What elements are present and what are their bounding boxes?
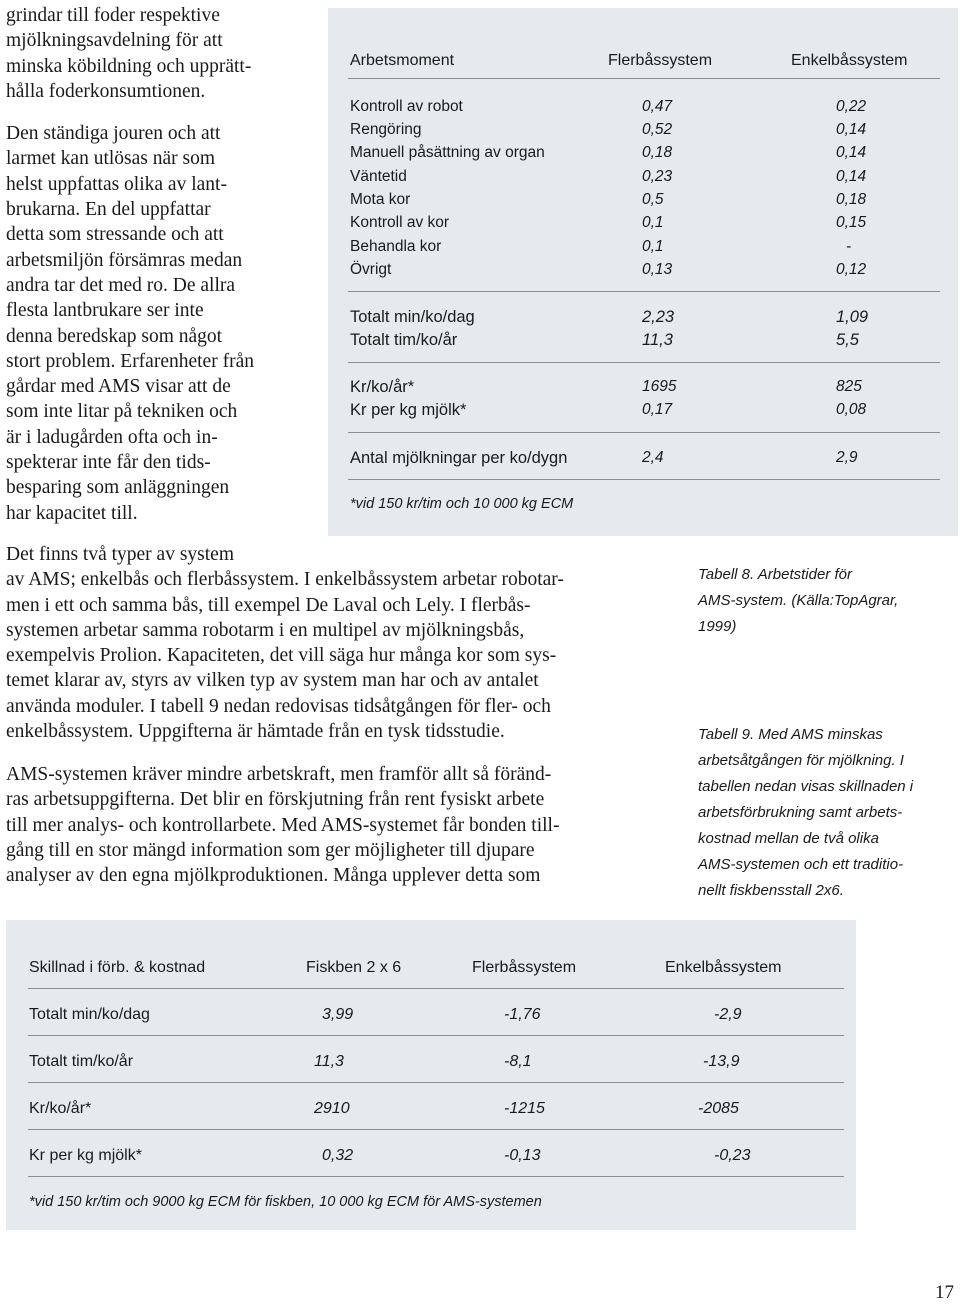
body-paragraph [6, 762, 559, 888]
table-header: Arbetsmoment [350, 52, 455, 69]
text-line: gång till en stor mängd information som ger möjligheter till djupare [6, 839, 535, 861]
text-line: hålla foderkonsumtionen. [6, 80, 206, 102]
caption-line: Tabell 8. Arbetstider för [698, 566, 852, 583]
table-cell: 2,4 [642, 449, 664, 466]
text-line: denna beredskap som något [6, 325, 223, 347]
table-9 [6, 920, 856, 1230]
caption-line: nellt fiskbensstall 2x6. [698, 882, 844, 899]
row-label: Antal mjölkningar per ko/dygn [350, 449, 568, 467]
text-line: Det finns två typer av system [6, 544, 234, 565]
table-8 [328, 8, 958, 536]
text-line: gårdar med AMS visar att de [6, 376, 231, 398]
divider [348, 291, 940, 292]
text-line: grindar till foder respektive [6, 5, 220, 26]
table-header: Enkelbåssystem [791, 52, 908, 69]
table-cell: 1695 [642, 378, 677, 395]
text-line: Den ständiga jouren och att [6, 123, 221, 145]
row-label: Övrigt [350, 261, 392, 278]
text-line: spekterar inte får den tids- [6, 452, 211, 474]
row-label: Totalt min/ko/dag [350, 308, 475, 326]
divider [28, 1176, 844, 1177]
table-cell: 0,23 [642, 168, 673, 185]
caption-line: tabellen nedan visas skillnaden i [698, 778, 914, 795]
row-label: Manuell påsättning av organ [350, 144, 545, 161]
divider [348, 479, 940, 480]
caption-line: arbetsförbrukning samt arbets- [698, 804, 903, 821]
table-cell: 0,18 [836, 191, 867, 208]
text-line: stort problem. Erfarenheter från [6, 350, 254, 372]
caption-table-9 [698, 722, 913, 904]
divider [348, 432, 940, 433]
divider [348, 78, 940, 79]
row-label: Kr/ko/år* [350, 378, 415, 396]
table-cell: -1215 [504, 1100, 545, 1117]
text-line: andra tar det med ro. De allra [6, 274, 236, 296]
table-header: Flerbåssystem [608, 52, 713, 69]
table-cell: 2910 [314, 1100, 350, 1117]
table-cell: 5,5 [836, 331, 859, 349]
table-cell: 0,08 [836, 401, 867, 418]
body-paragraph [6, 542, 564, 744]
text-line: minska köbildning och upprätt- [6, 55, 252, 77]
text-line: har kapacitet till. [6, 502, 138, 524]
table-cell: 0,1 [642, 238, 664, 255]
table-cell: -13,9 [703, 1053, 740, 1070]
table-cell: -8,1 [504, 1053, 532, 1070]
footnote: *vid 150 kr/tim och 10 000 kg ECM [350, 496, 574, 512]
table-cell: 0,14 [836, 144, 867, 161]
row-label: Kontroll av kor [350, 214, 450, 231]
text-line: exempelvis Prolion. Kapaciteten, det vill säga hur många kor som sys- [6, 645, 557, 667]
caption-line: 1999) [698, 618, 737, 635]
table-cell: 0,18 [642, 144, 673, 161]
row-label: Kontroll av robot [350, 98, 463, 115]
table-cell: 3,99 [322, 1006, 354, 1023]
text-line [6, 104, 254, 121]
table-cell: -2085 [698, 1100, 739, 1117]
table-cell: 0,14 [836, 121, 867, 138]
caption-table-8 [698, 562, 898, 640]
text-line: flesta lantbrukare ser inte [6, 300, 204, 322]
row-label: Kr/ko/år* [29, 1100, 92, 1117]
caption-line: kostnad mellan de två olika [698, 830, 879, 847]
table-header: Flerbåssystem [472, 959, 577, 976]
table-cell: 0,52 [642, 121, 673, 138]
text-line: analyser av den egna mjölkproduktionen. Många upplever detta som [6, 865, 541, 887]
text-line: AMS-systemen kräver mindre arbetskraft, men framför allt så föränd- [6, 764, 552, 785]
divider [348, 362, 940, 363]
row-label: Behandla kor [350, 238, 442, 255]
text-line: är i ladugården ofta och in- [6, 426, 218, 448]
text-line: arbetsmiljön försämras medan [6, 249, 243, 271]
table-cell: -0,13 [504, 1147, 541, 1164]
text-line: brukarna. En del uppfattar [6, 199, 211, 221]
table-cell: 2,9 [836, 449, 858, 466]
text-line: helst uppfattas olika av lant- [6, 173, 227, 195]
caption-line: arbetsåtgången för mjölkning. I [698, 752, 904, 769]
row-label: Totalt min/ko/dag [29, 1006, 150, 1023]
text-line: mjölkningsavdelning för att [6, 30, 223, 52]
table-cell: 0,5 [642, 191, 664, 208]
table-cell: 2,23 [642, 308, 675, 326]
caption-line: Tabell 9. Med AMS minskas [698, 726, 883, 743]
table-cell: 0,47 [642, 98, 673, 115]
text-line: använda moduler. I tabell 9 nedan redovisas tidsåtgången för fler- och [6, 695, 551, 717]
text-line: temet klarar av, styrs av vilken typ av system man har och av antalet [6, 670, 539, 692]
table-cell: 0,22 [836, 98, 867, 115]
footnote: *vid 150 kr/tim och 9000 kg ECM för fiskben, 10 000 kg ECM för AMS-systemen [29, 1194, 542, 1210]
row-label: Rengöring [350, 121, 422, 138]
table-cell: 0,1 [642, 214, 664, 231]
table-cell: 0,32 [322, 1147, 354, 1164]
row-label: Kr per kg mjölk* [29, 1147, 142, 1164]
text-line: detta som stressande och att [6, 224, 224, 246]
text-line: ras arbetsuppgifterna. Det blir en förskjutning från rent fysiskt arbete [6, 789, 545, 811]
table-cell: - [846, 238, 852, 255]
divider [28, 1082, 844, 1083]
table-cell: -0,23 [714, 1147, 751, 1164]
row-label: Totalt tim/ko/år [29, 1053, 134, 1070]
text-line: systemen arbetar samma robotarm i en multipel av mjölkningsbås, [6, 619, 525, 641]
text-line: av AMS; enkelbås och flerbåssystem. I enkelbåssystem arbetar robotar- [6, 569, 564, 591]
left-column-text [6, 3, 254, 526]
caption-line: AMS-system. (Källa:TopAgrar, [698, 592, 899, 609]
table-cell: -1,76 [504, 1006, 541, 1023]
row-label: Mota kor [350, 191, 411, 208]
text-line: som inte litar på tekniken och [6, 401, 238, 423]
text-line: larmet kan utlösas när som [6, 148, 216, 170]
table-cell: 0,12 [836, 261, 867, 278]
text-line: enkelbåssystem. Uppgifterna är hämtade från en tysk tidsstudie. [6, 721, 505, 743]
table-cell: 0,13 [642, 261, 673, 278]
table-cell: 825 [836, 378, 862, 395]
text-line: till mer analys- och kontrollarbete. Med AMS-systemet får bonden till- [6, 814, 560, 836]
row-label: Totalt tim/ko/år [350, 331, 458, 349]
text-line: besparing som anläggningen [6, 477, 230, 499]
table-cell: 0,14 [836, 168, 867, 185]
table-cell: 1,09 [836, 308, 869, 326]
row-label: Kr per kg mjölk* [350, 401, 467, 419]
table-cell: 11,3 [642, 331, 673, 349]
table-cell: -2,9 [714, 1006, 742, 1023]
divider [28, 988, 844, 989]
caption-line: AMS-systemen och ett traditio- [698, 856, 904, 873]
text-line: men i ett och samma bås, till exempel De Laval och Lely. I flerbås- [6, 594, 531, 616]
divider [28, 1035, 844, 1036]
table-cell: 0,17 [642, 401, 673, 418]
divider [28, 1129, 844, 1130]
table-header: Enkelbåssystem [665, 959, 782, 976]
page-number: 17 [935, 1282, 954, 1303]
table-header: Skillnad i förb. & kostnad [29, 959, 206, 976]
table-cell: 0,15 [836, 214, 867, 231]
row-label: Väntetid [350, 168, 407, 185]
table-header: Fiskben 2 x 6 [306, 959, 402, 976]
table-cell: 11,3 [314, 1053, 344, 1070]
